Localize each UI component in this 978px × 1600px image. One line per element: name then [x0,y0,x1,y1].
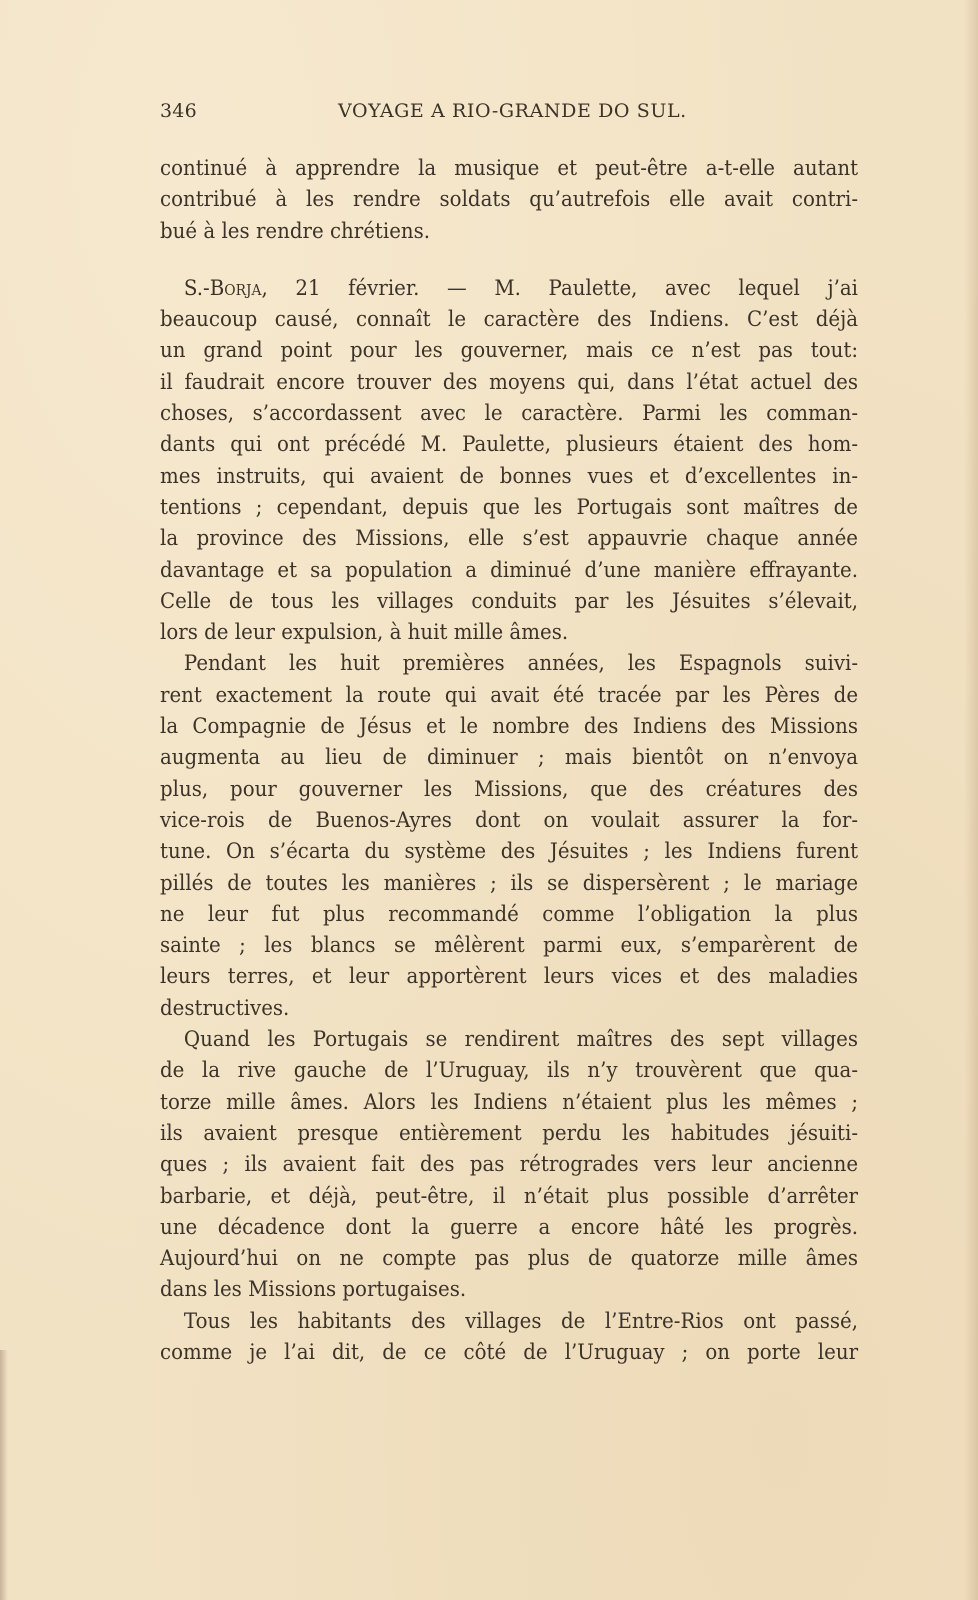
text-line: Tous les habitants des villages de l’Entre-Rios ont passé, [183,1308,859,1334]
text-line: Quand les Portugais se rendirent maîtres des sept villages [183,1027,859,1053]
text-line: de la rive gauche de l’Uruguay, ils n’y trouvèrent que qua- [160,1058,859,1084]
text-line: tune. On s’écarta du système des Jésuites ; les Indiens furent [160,839,859,865]
text-line: destructives. [160,995,290,1021]
text-line: lors de leur expulsion, à huit mille âmes. [160,620,569,646]
paragraph-1 [160,153,858,247]
place-name: S.-Borja [183,275,262,301]
text-line: ils avaient presque entièrement perdu les habitudes jésuiti- [160,1120,859,1146]
text-line: davantage et sa population a diminué d’une manière effrayante. [160,557,859,583]
text-line: continué à apprendre la musique et peut-être a-t-elle autant [160,156,859,181]
text-line: une décadence dont la guerre a encore hâté les progrès. [160,1214,859,1240]
text-line: mes instruits, qui avaient de bonnes vues et d’excellentes in- [160,463,859,489]
text-line: tentions ; cependant, depuis que les Portugais sont maîtres de [160,494,859,520]
text-line: ques ; ils avaient fait des pas rétrogrades vers leur ancienne [160,1152,859,1178]
text-line: Pendant les huit premières années, les Espagnols suivi- [183,651,859,677]
text-line: Aujourd’hui on ne compte pas plus de quatorze mille âmes [160,1246,859,1272]
text-line: la Compagnie de Jésus et le nombre des Indiens des Missions [160,714,859,740]
text-line: rent exactement la route qui avait été tracée par les Pères de [160,682,859,708]
text-line: choses, s’accordassent avec le caractère. Parmi les comman- [160,401,859,427]
book-page [160,100,858,1368]
text-line: augmenta au lieu de diminuer ; mais bientôt on n’envoya [160,745,859,771]
text-line: un grand point pour les gouverner, mais ce n’est pas tout: [160,338,859,364]
text-line: dans les Missions portugaises. [160,1277,467,1303]
text-line: bué à les rendre chrétiens. [160,218,431,244]
section-gap [160,247,858,273]
text-line: beaucoup causé, connaît le caractère des Indiens. C’est déjà [160,307,859,333]
text-line: pillés de toutes les manières ; ils se dispersèrent ; le mariage [160,870,859,896]
text-line: plus, pour gouverner les Missions, que des créatures des [160,776,859,802]
running-head [160,100,858,134]
page-edge-shadow [964,0,978,1600]
paragraph-3 [160,648,858,1024]
text-line: comme je l’ai dit, de ce côté de l’Uruguay ; on porte leur [160,1339,859,1365]
text-line: ne leur fut plus recommandé comme l’obligation la plus [160,901,859,927]
text-line: leurs terres, et leur apportèrent leurs vices et des maladies [160,964,859,990]
text-line: il faudrait encore trouver des moyens qui, dans l’état actuel des [160,369,859,395]
text-line: vice-rois de Buenos-Ayres dont on voulait assurer la for- [160,807,859,833]
body-text [160,153,858,1368]
paragraph-2 [160,273,858,649]
text-line: la province des Missions, elle s’est appauvrie chaque année [160,526,859,552]
paragraph-4 [160,1024,858,1306]
text-line: Celle de tous les villages conduits par les Jésuites s’élevait, [160,588,859,614]
text-line: barbarie, et déjà, peut-être, il n’était plus possible d’arrêter [160,1183,859,1209]
page-number: 346 [160,100,197,122]
entry-date-text: , 21 février. — M. Paulette, avec lequel j’ai [261,275,859,301]
running-title: VOYAGE A RIO-GRANDE DO SUL. [338,100,687,122]
text-line: dants qui ont précédé M. Paulette, plusieurs étaient des hom- [160,432,859,458]
text-line: contribué à les rendre soldats qu’autrefois elle avait contri- [160,187,859,213]
paragraph-5 [160,1306,858,1369]
binding-edge-shadow [0,1350,8,1600]
text-line: sainte ; les blancs se mêlèrent parmi eux, s’emparèrent de [160,933,859,959]
text-line: torze mille âmes. Alors les Indiens n’étaient plus les mêmes ; [160,1089,859,1115]
dated-entry-line [160,273,858,304]
